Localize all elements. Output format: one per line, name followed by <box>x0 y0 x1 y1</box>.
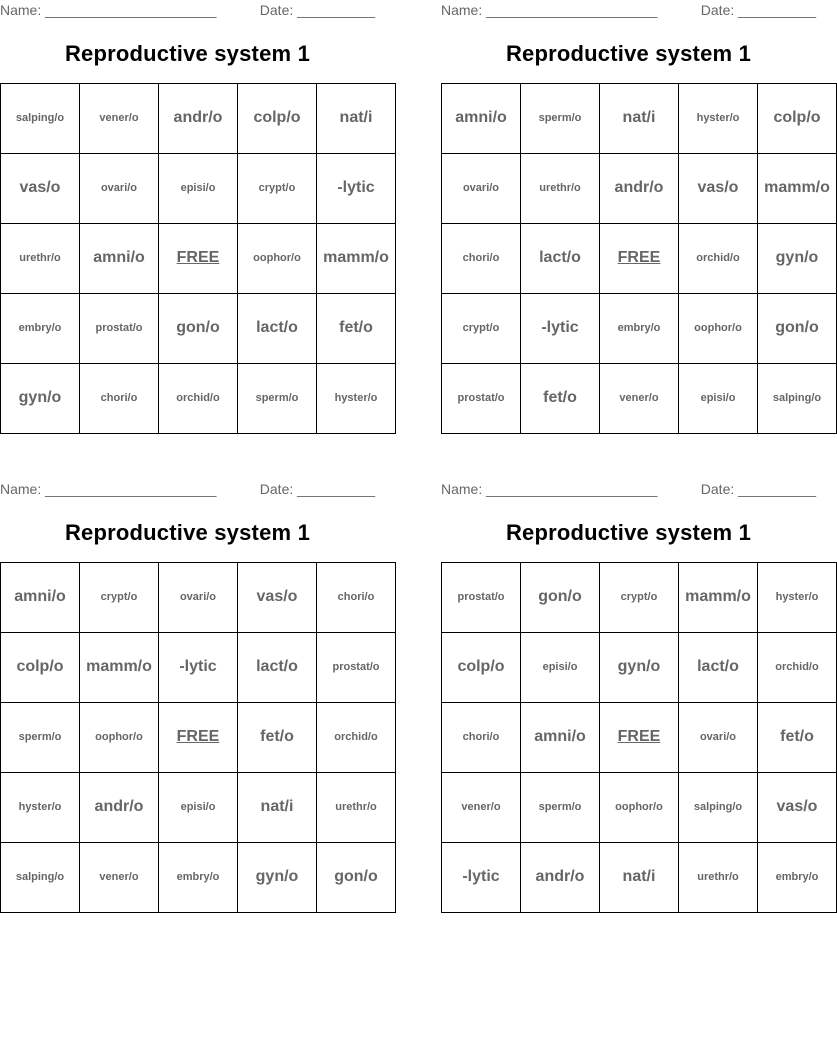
bingo-cell: prostat/o <box>442 364 521 434</box>
bingo-cell: amni/o <box>442 84 521 154</box>
bingo-cell: ovari/o <box>159 563 238 633</box>
bingo-cell: gon/o <box>521 563 600 633</box>
bingo-cell: oophor/o <box>80 703 159 773</box>
bingo-cell: lact/o <box>238 294 317 364</box>
card-title: Reproductive system 1 <box>64 520 311 545</box>
bingo-cell: crypt/o <box>80 563 159 633</box>
bingo-cell: oophor/o <box>238 224 317 294</box>
bingo-cell: gon/o <box>758 294 837 364</box>
bingo-cell: mamm/o <box>758 154 837 224</box>
bingo-cell: oophor/o <box>600 773 679 843</box>
card-title: Reproductive system 1 <box>64 41 311 66</box>
bingo-cell: vas/o <box>238 563 317 633</box>
bingo-cell: colp/o <box>238 84 317 154</box>
date-field[interactable]: Date: __________ <box>259 2 375 18</box>
bingo-cell: embry/o <box>758 843 837 913</box>
bingo-cell: fet/o <box>238 703 317 773</box>
bingo-cell: andr/o <box>600 154 679 224</box>
bingo-cell: ovari/o <box>80 154 159 224</box>
bingo-cell: orchid/o <box>159 364 238 434</box>
bingo-cell: prostat/o <box>80 294 159 364</box>
card-title: Reproductive system 1 <box>505 520 752 545</box>
bingo-cell: prostat/o <box>317 633 396 703</box>
bingo-cell: urethr/o <box>317 773 396 843</box>
bingo-cell: lact/o <box>679 633 758 703</box>
bingo-cell: salping/o <box>1 84 80 154</box>
bingo-cell: chori/o <box>442 703 521 773</box>
bingo-cell: urethr/o <box>679 843 758 913</box>
bingo-cell: vener/o <box>442 773 521 843</box>
bingo-cell: lact/o <box>521 224 600 294</box>
bingo-cell: urethr/o <box>1 224 80 294</box>
bingo-cell: salping/o <box>758 364 837 434</box>
bingo-grid <box>0 83 396 434</box>
bingo-cell: amni/o <box>521 703 600 773</box>
bingo-cell: nat/i <box>238 773 317 843</box>
bingo-cell: salping/o <box>1 843 80 913</box>
bingo-cell: episi/o <box>159 773 238 843</box>
bingo-cell: mamm/o <box>317 224 396 294</box>
bingo-cell: mamm/o <box>80 633 159 703</box>
bingo-cell: colp/o <box>442 633 521 703</box>
card-title: Reproductive system 1 <box>505 41 752 66</box>
bingo-cell: orchid/o <box>317 703 396 773</box>
bingo-cell: chori/o <box>317 563 396 633</box>
bingo-cell: vas/o <box>758 773 837 843</box>
name-field[interactable]: Name: ______________________ <box>441 481 658 497</box>
bingo-cell: embry/o <box>1 294 80 364</box>
bingo-cell: hyster/o <box>758 563 837 633</box>
bingo-cell: episi/o <box>159 154 238 224</box>
bingo-cell: crypt/o <box>442 294 521 364</box>
bingo-cell: gyn/o <box>600 633 679 703</box>
bingo-cell: -lytic <box>442 843 521 913</box>
bingo-cell: urethr/o <box>521 154 600 224</box>
bingo-cell: gyn/o <box>1 364 80 434</box>
bingo-cell: lact/o <box>238 633 317 703</box>
bingo-cell: orchid/o <box>758 633 837 703</box>
bingo-cell: ovari/o <box>442 154 521 224</box>
bingo-cell: nat/i <box>600 84 679 154</box>
bingo-cell: colp/o <box>1 633 80 703</box>
name-field[interactable]: Name: ______________________ <box>441 2 658 18</box>
bingo-cell: fet/o <box>758 703 837 773</box>
date-field[interactable]: Date: __________ <box>700 481 816 497</box>
card-header <box>441 479 816 499</box>
bingo-grid <box>441 562 837 913</box>
date-field[interactable]: Date: __________ <box>700 2 816 18</box>
bingo-cell: andr/o <box>159 84 238 154</box>
bingo-cell: vener/o <box>80 84 159 154</box>
bingo-cell: mamm/o <box>679 563 758 633</box>
free-space: FREE <box>159 703 238 773</box>
bingo-cell: sperm/o <box>1 703 80 773</box>
bingo-cell: hyster/o <box>679 84 758 154</box>
bingo-cell: chori/o <box>442 224 521 294</box>
bingo-cell: nat/i <box>317 84 396 154</box>
bingo-cell: episi/o <box>679 364 758 434</box>
bingo-cell: fet/o <box>317 294 396 364</box>
bingo-cell: vener/o <box>80 843 159 913</box>
bingo-grid <box>441 83 837 434</box>
bingo-cell: gon/o <box>317 843 396 913</box>
bingo-cell: orchid/o <box>679 224 758 294</box>
bingo-cell: gyn/o <box>758 224 837 294</box>
bingo-cell: ovari/o <box>679 703 758 773</box>
bingo-cell: andr/o <box>521 843 600 913</box>
card-header <box>441 0 816 20</box>
bingo-cell: vas/o <box>679 154 758 224</box>
bingo-cell: hyster/o <box>317 364 396 434</box>
name-field[interactable]: Name: ______________________ <box>0 2 217 18</box>
bingo-cell: amni/o <box>1 563 80 633</box>
bingo-cell: crypt/o <box>600 563 679 633</box>
bingo-cell: -lytic <box>159 633 238 703</box>
card-header <box>0 0 375 20</box>
bingo-cell: gyn/o <box>238 843 317 913</box>
card-header <box>0 479 375 499</box>
bingo-cell: andr/o <box>80 773 159 843</box>
free-space: FREE <box>600 224 679 294</box>
bingo-cell: vener/o <box>600 364 679 434</box>
bingo-cell: embry/o <box>159 843 238 913</box>
bingo-cell: sperm/o <box>521 773 600 843</box>
bingo-cell: colp/o <box>758 84 837 154</box>
bingo-cell: prostat/o <box>442 563 521 633</box>
bingo-cell: chori/o <box>80 364 159 434</box>
bingo-cell: vas/o <box>1 154 80 224</box>
bingo-cell: salping/o <box>679 773 758 843</box>
bingo-cell: episi/o <box>521 633 600 703</box>
bingo-cell: sperm/o <box>238 364 317 434</box>
bingo-grid <box>0 562 396 913</box>
free-space: FREE <box>600 703 679 773</box>
bingo-cell: crypt/o <box>238 154 317 224</box>
free-space: FREE <box>159 224 238 294</box>
bingo-cell: oophor/o <box>679 294 758 364</box>
bingo-cell: sperm/o <box>521 84 600 154</box>
date-field[interactable]: Date: __________ <box>259 481 375 497</box>
bingo-cell: hyster/o <box>1 773 80 843</box>
bingo-cell: gon/o <box>159 294 238 364</box>
bingo-cell: amni/o <box>80 224 159 294</box>
bingo-cell: embry/o <box>600 294 679 364</box>
bingo-cell: -lytic <box>521 294 600 364</box>
bingo-cell: fet/o <box>521 364 600 434</box>
bingo-cell: -lytic <box>317 154 396 224</box>
name-field[interactable]: Name: ______________________ <box>0 481 217 497</box>
bingo-cell: nat/i <box>600 843 679 913</box>
